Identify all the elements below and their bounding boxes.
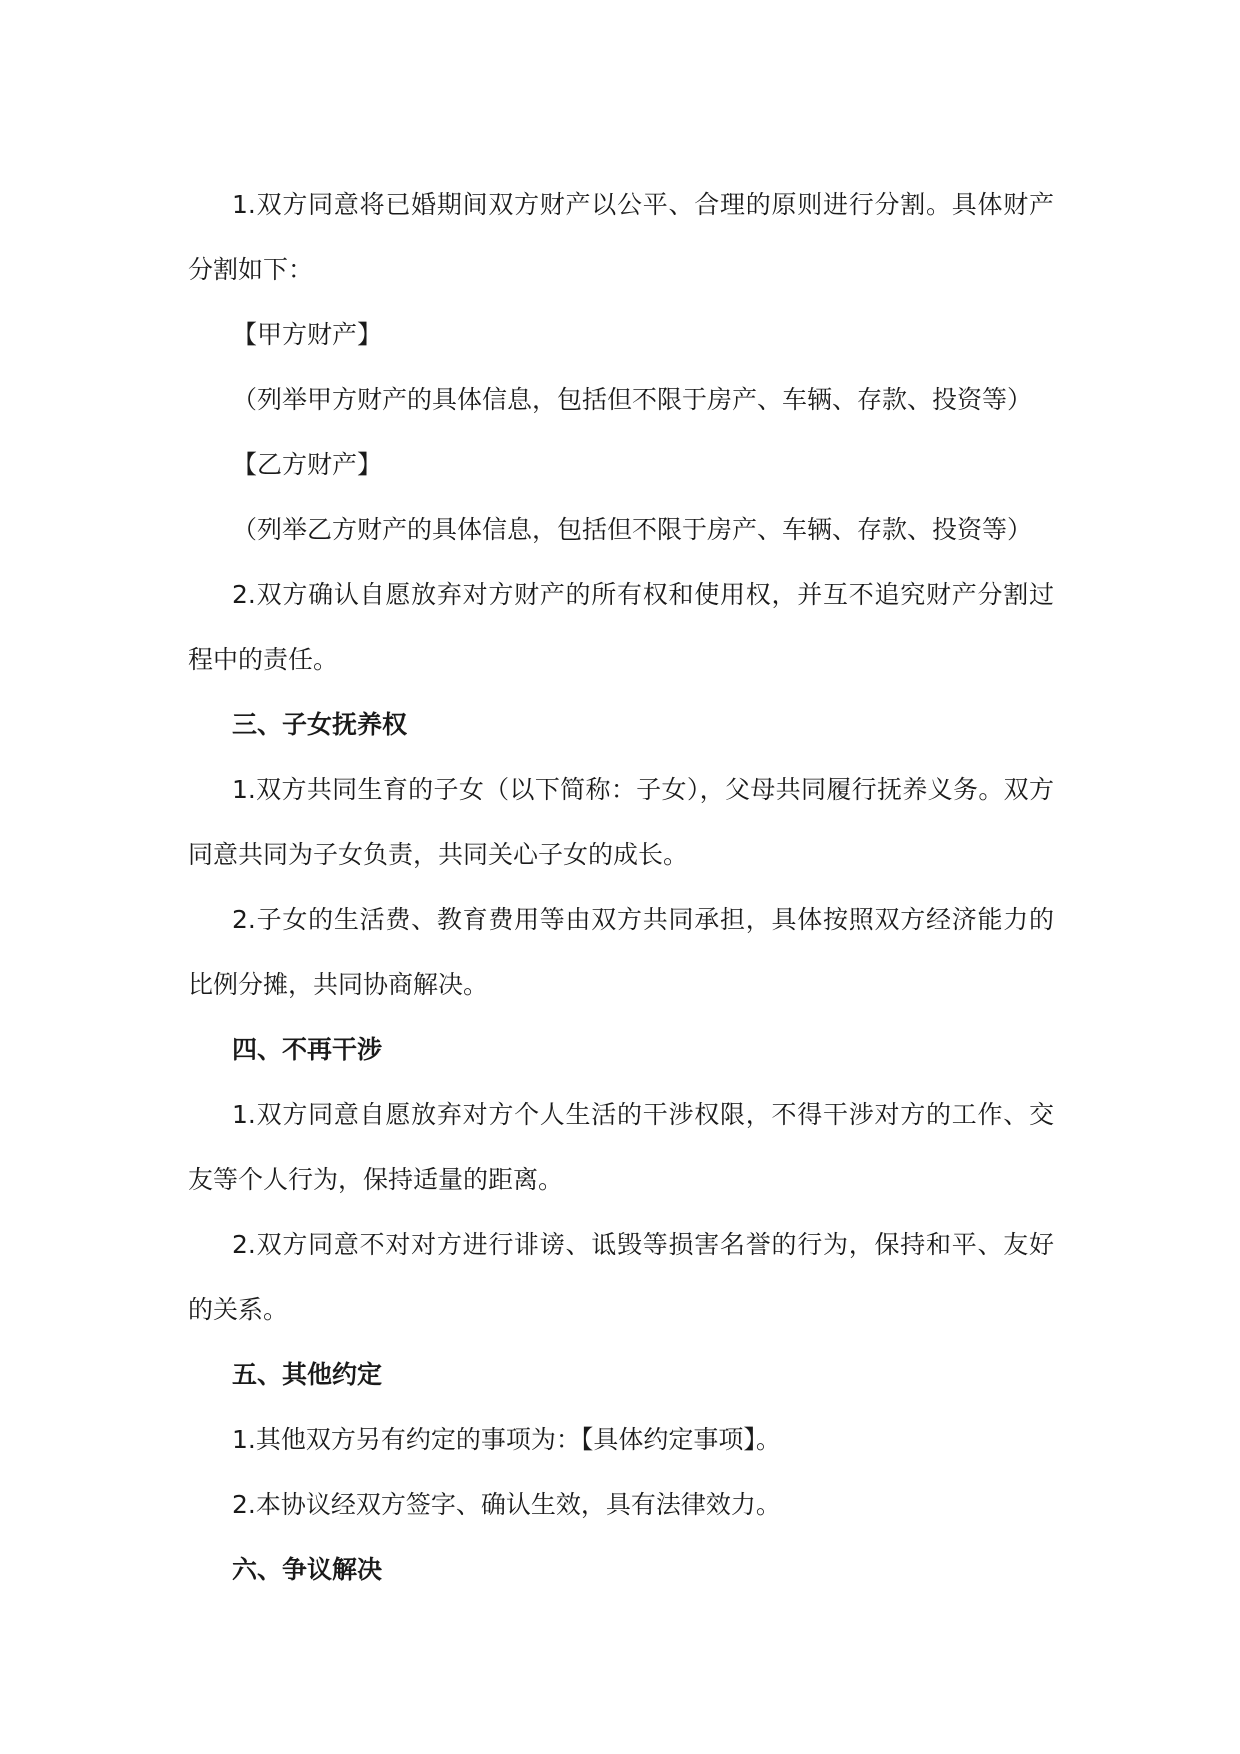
- document-body: [188, 172, 1054, 1602]
- section-heading-child-custody: 三、子女抚养权: [232, 710, 408, 739]
- paragraph-non-interference-2: 2.双方同意不对对方进行诽谤、诋毁等损害名誉的行为，保持和平、友好的关系。: [188, 1230, 1054, 1324]
- paragraph-child-custody-2: 2.子女的生活费、教育费用等由双方共同承担，具体按照双方经济能力的比例分摊，共同协商解决。: [188, 905, 1054, 999]
- paragraph-party-b-property-label: 【乙方财产】: [232, 450, 383, 479]
- paragraph-other-agreements-1: 1.其他双方另有约定的事项为：【具体约定事项】。: [232, 1425, 781, 1454]
- paragraph-party-b-property-list: （列举乙方财产的具体信息，包括但不限于房产、车辆、存款、投资等）: [232, 515, 1033, 544]
- paragraph-waive-ownership: 2.双方确认自愿放弃对方财产的所有权和使用权，并互不追究财产分割过程中的责任。: [188, 580, 1054, 674]
- section-heading-non-interference: 四、不再干涉: [232, 1035, 383, 1064]
- paragraph-party-a-property-list: （列举甲方财产的具体信息，包括但不限于房产、车辆、存款、投资等）: [232, 385, 1033, 414]
- paragraph-non-interference-1: 1.双方同意自愿放弃对方个人生活的干涉权限，不得干涉对方的工作、交友等个人行为，保持适量的距离。: [188, 1100, 1054, 1194]
- paragraph-party-a-property-label: 【甲方财产】: [232, 320, 383, 349]
- paragraph-other-agreements-2: 2.本协议经双方签字、确认生效，具有法律效力。: [232, 1490, 781, 1519]
- section-heading-dispute-resolution: 六、争议解决: [232, 1555, 383, 1584]
- paragraph-property-division: 1.双方同意将已婚期间双方财产以公平、合理的原则进行分割。具体财产分割如下：: [188, 190, 1054, 284]
- section-heading-other-agreements: 五、其他约定: [232, 1360, 383, 1389]
- paragraph-child-custody-1: 1.双方共同生育的子女（以下简称：子女），父母共同履行抚养义务。双方同意共同为子女负责，共同关心子女的成长。: [188, 775, 1054, 869]
